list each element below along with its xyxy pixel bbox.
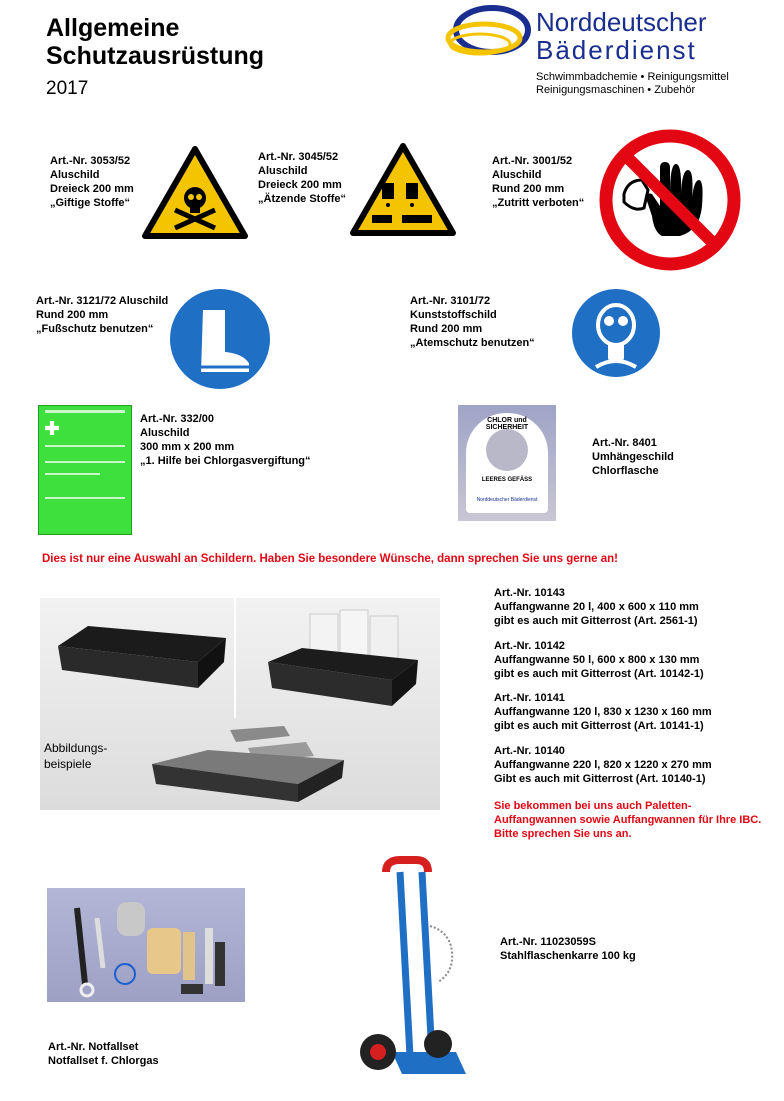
tray-10141: Art.-Nr. 10141 Auffangwanne 120 l, 830 x 1230 x 160 mm gibt es auch mit Gitterrost (Art. 10141-1)	[494, 692, 712, 732]
tray-10143: Art.-Nr. 10143 Auffangwanne 20 l, 400 x 600 x 110 mm gibt es auch mit Gitterrost (Art. 2561-1)	[494, 587, 699, 627]
cylinder-cart-image	[352, 856, 476, 1094]
brand-logo-icon	[440, 4, 532, 62]
title-line-1: Allgemeine	[46, 14, 180, 42]
corrosive-warning-icon	[350, 143, 456, 237]
cart-label: Art.-Nr. 11023059S Stahlflaschenkarre 100 kg	[500, 936, 636, 962]
sign-label-atemschutz: Art.-Nr. 3101/72 Kunststoffschild Rund 200 mm „Atemschutz benutzen“	[410, 295, 535, 349]
sign-label-giftig: Art.-Nr. 3053/52 Aluschild Dreieck 200 mm „Giftige Stoffe“	[50, 155, 134, 209]
notfallset-label: Art.-Nr. Notfallset Notfallset f. Chlorgas	[48, 1041, 159, 1067]
tray-with-canisters-image	[262, 608, 422, 714]
sign-label-aetzend: Art.-Nr. 3045/52 Aluschild Dreieck 200 mm „Ätzende Stoffe“	[258, 151, 346, 205]
hanger-status: LEERES GEFÄSS	[481, 477, 533, 483]
sign-label-zutritt: Art.-Nr. 3001/52 Aluschild Rund 200 mm „Zutritt verboten“	[492, 155, 585, 209]
hanger-arc-text: CHLOR und SICHERHEIT	[485, 417, 529, 431]
tray-photos	[40, 598, 440, 810]
sign-label-umhaenge: Art.-Nr. 8401 Umhängeschild Chlorflasche	[592, 437, 674, 477]
tray-10140: Art.-Nr. 10140 Auffangwanne 220 l, 820 x 1220 x 270 mm Gibt es auch mit Gitterrost (Art. 10140-1)	[494, 745, 712, 785]
first-aid-sign	[38, 405, 132, 535]
tray-stacked-grid-image	[148, 726, 348, 806]
brand-name-2: Bäderdienst	[536, 35, 697, 65]
page-title	[46, 14, 264, 70]
respiratory-protection-icon	[570, 287, 662, 379]
sign-label-erste-hilfe: Art.-Nr. 332/00 Aluschild 300 mm x 200 mm „1. Hilfe bei Chlorgasvergiftung“	[140, 413, 311, 467]
toxic-warning-icon	[142, 146, 248, 240]
year: 2017	[46, 78, 89, 99]
no-entry-icon	[598, 128, 742, 272]
foot-protection-icon	[168, 287, 272, 391]
example-label: Abbildungs- beispiele	[44, 741, 108, 771]
tray-small-image	[48, 618, 228, 694]
sign-label-fussschutz: Art.-Nr. 3121/72 Aluschild Rund 200 mm „Fußschutz benutzen“	[36, 295, 169, 335]
brand-name-1: Norddeutscher	[536, 7, 707, 37]
notfallset-tools-icon	[47, 888, 245, 1002]
selection-notice: Dies ist nur eine Auswahl an Schildern. Haben Sie besondere Wünsche, dann sprechen Sie uns gerne an!	[42, 553, 618, 565]
brand-tagline: Schwimmbadchemie • Reinigungsmittel Reinigungsmaschinen • Zubehör	[536, 71, 729, 96]
notfallset-photo	[47, 888, 245, 1002]
pallet-notice: Sie bekommen bei uns auch Paletten- Auffangwannen sowie Auffangwannen für Ihre IBC. Bitte sprechen Sie uns an.	[494, 800, 762, 840]
title-line-2: Schutzausrüstung	[46, 42, 265, 70]
hanger-sign-photo	[458, 405, 556, 521]
hanger-brand: Norddeutscher Bäderdienst	[476, 497, 538, 503]
tray-10142: Art.-Nr. 10142 Auffangwanne 50 l, 600 x 800 x 130 mm gibt es auch mit Gitterrost (Art. 10142-1)	[494, 640, 704, 680]
first-aid-cross-icon	[45, 421, 125, 435]
